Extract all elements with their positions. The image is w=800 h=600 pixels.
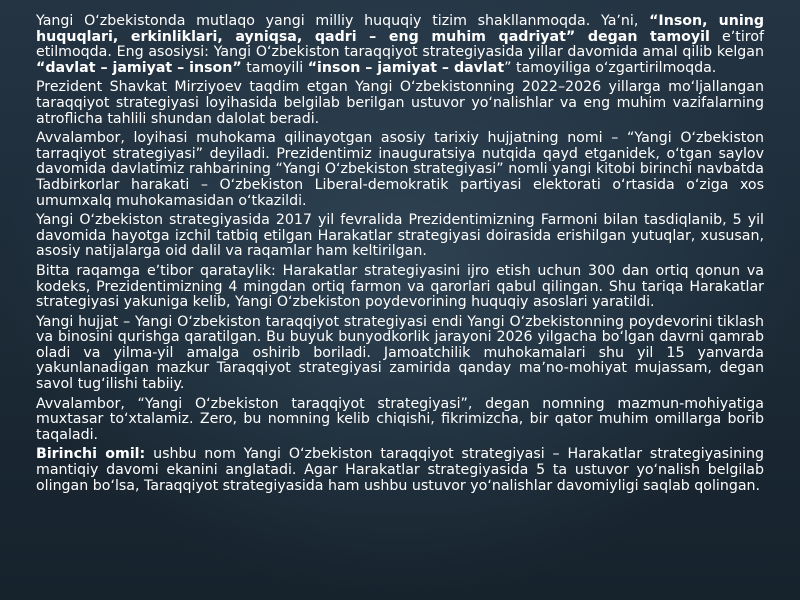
bold-text-run: “Inson, uning huquqlari, erkinliklari, ayniqsa, qadri – eng muhim qadriyat” degan tamoyil — [36, 13, 764, 45]
paragraph-8 — [36, 447, 764, 494]
bold-text-run: “inson – jamiyat – davlat — [307, 59, 505, 76]
text-run: tamoyili — [241, 59, 308, 76]
paragraph-2 — [36, 80, 764, 127]
text-run: ushbu nom Yangi Oʻzbekiston taraqqiyot strategiyasi – Harakatlar strategiyasining mantiqiy davomi ekanini anglatadi. Agar Harakatlar strategiyasida 5 ta ustuvor yoʻnalish belgilab olingan boʻlsa, Taraqqiyot strategiyasida ham ushbu ustuvor yoʻnalishlar davomiyligi saqlab qolingan. — [36, 446, 764, 494]
text-run: Yangi Oʻzbekiston strategiyasida 2017 yil fevralida Prezidentimizning Farmoni bilan tasdiqlanib, 5 yil davomida hayotga izchil tatbiq etilgan Harakatlar strategiyasi doirasida erishilgan yutuqlar, xususan, asosiy natijalarga oid dalil va raqamlar ham keltirilgan. — [36, 212, 764, 260]
bold-text-run: Birinchi omil: — [36, 446, 146, 463]
text-run: Yangi Oʻzbekistonda mutlaqo yangi milliy huquqiy tizim shakllanmoqda. Yaʼni, — [36, 13, 650, 29]
text-run: Yangi hujjat – Yangi Oʻzbekiston taraqqiyot strategiyasi endi Yangi Oʻzbekistonning poydevorini tiklash va binosini qurishga qaratilgan. Bu buyuk bunyodkorlik jarayoni 2026 yilgacha boʻlgan davrni qamrab oladi va yilma-yil amalga oshirib boriladi. Jamoatchilik muhokamalari shu yil 15 yanvarda yakunlanadigan mazkur Taraqqiyot strategiyasi zamirida qanday maʼno-mohiyat mujassam, degan savol tugʻilishi tabiiy. — [36, 313, 764, 393]
paragraph-6 — [36, 315, 764, 393]
text-run: Avvalambor, loyihasi muhokama qilinayotgan asosiy tarixiy hujjatning nomi – “Yangi Oʻzbekiston tarraqiyot strategiyasi” deyiladi. Prezidentimiz inauguratsiya nutqida qayd etganidek, oʻtgan saylov davomida davlatimiz rahbarining “Yangi Oʻzbekiston strategiyasi” nomli yangi kitobi birinchi navbatda Tadbirkorlar harakati – Oʻzbekiston Liberal-demokratik partiyasi elektorati oʻrtasida oʻziga xos umumxalq muhokamasidan oʻtkazildi. — [36, 130, 764, 209]
text-run: Avvalambor, “Yangi Oʻzbekiston taraqqiyot strategiyasi”, degan nomning mazmun-mohiyatiga muxtasar toʻxtalamiz. Zero, bu nomning kelib chiqishi, fikrimizcha, bir qator muhim omillarga borib taqaladi. — [36, 395, 764, 443]
text-run: eʼtirof etilmoqda. Eng asosiysi: Yangi Oʻzbekiston taraqqiyot strategiyasida yillar davomida amal qilib kelgan — [36, 28, 764, 61]
bold-text-run: “davlat – jamiyat – inson” — [36, 59, 242, 76]
paragraph-4 — [36, 213, 764, 260]
text-run: ” tamoyiliga oʻzgartirilmoqda. — [504, 59, 717, 76]
text-run: Prezident Shavkat Mirziyoev taqdim etgan Yangi Oʻzbekistonning 2022–2026 yillarga moʻljallangan taraqqiyot strategiyasi loyihasida belgilab berilgan ustuvor yoʻnalishlar va eng muhim vazifalarning atroflicha tahlili shundan dalolat beradi. — [36, 79, 764, 127]
paragraph-1 — [36, 14, 764, 76]
paragraph-5 — [36, 264, 764, 311]
text-run: Bitta raqamga eʼtibor qarataylik: Harakatlar strategiyasini ijro etish uchun 300 dan ortiq qonun va kodeks, Prezidentimizning 4 mingdan ortiq farmon va qarorlari qabul qilingan. Shu tariqa Harakatlar strategiyasi yakuniga kelib, Yangi Oʻzbekiston poydevorining huquqiy asoslari yaratildi. — [36, 262, 764, 311]
paragraph-7 — [36, 397, 764, 444]
paragraph-3 — [36, 131, 764, 209]
